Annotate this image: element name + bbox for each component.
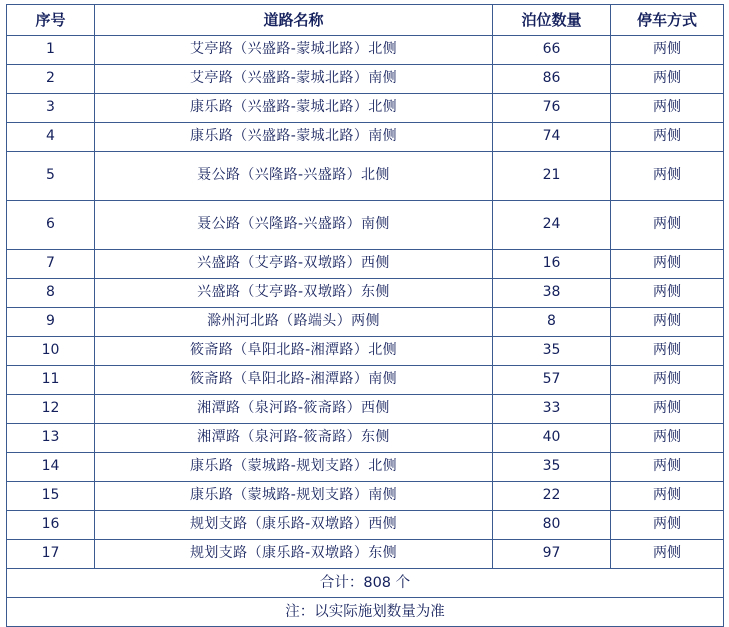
- column-header-space-count: 泊位数量: [493, 5, 611, 36]
- cell-road-name: 康乐路（兴盛路-蒙城北路）北侧: [95, 94, 493, 123]
- cell-space-count: 24: [493, 201, 611, 250]
- cell-index: 7: [7, 250, 95, 279]
- cell-parking-mode: 两侧: [611, 36, 724, 65]
- cell-index: 3: [7, 94, 95, 123]
- cell-index: 5: [7, 152, 95, 201]
- cell-parking-mode: 两侧: [611, 511, 724, 540]
- table-total-row: [7, 569, 724, 598]
- table-row: [7, 453, 724, 482]
- table-header-row: [7, 5, 724, 36]
- cell-index: 4: [7, 123, 95, 152]
- cell-road-name: 湘潭路（泉河路-筱斋路）西侧: [95, 395, 493, 424]
- column-header-road-name: 道路名称: [95, 5, 493, 36]
- cell-space-count: 22: [493, 482, 611, 511]
- cell-index: 14: [7, 453, 95, 482]
- cell-parking-mode: 两侧: [611, 540, 724, 569]
- table-row: [7, 152, 724, 201]
- cell-index: 13: [7, 424, 95, 453]
- table-row: [7, 123, 724, 152]
- cell-parking-mode: 两侧: [611, 94, 724, 123]
- cell-space-count: 35: [493, 337, 611, 366]
- table-header: [7, 5, 724, 36]
- cell-parking-mode: 两侧: [611, 152, 724, 201]
- cell-parking-mode: 两侧: [611, 250, 724, 279]
- cell-space-count: 40: [493, 424, 611, 453]
- cell-index: 12: [7, 395, 95, 424]
- cell-space-count: 80: [493, 511, 611, 540]
- table-row: [7, 279, 724, 308]
- cell-parking-mode: 两侧: [611, 395, 724, 424]
- table-row: [7, 308, 724, 337]
- cell-index: 17: [7, 540, 95, 569]
- cell-space-count: 76: [493, 94, 611, 123]
- table-row: [7, 94, 724, 123]
- cell-index: 15: [7, 482, 95, 511]
- cell-index: 2: [7, 65, 95, 94]
- note-label: 注：以实际施划数量为准: [7, 598, 724, 627]
- cell-space-count: 97: [493, 540, 611, 569]
- cell-road-name: 湘潭路（泉河路-筱斋路）东侧: [95, 424, 493, 453]
- table-row: [7, 65, 724, 94]
- column-header-parking-mode: 停车方式: [611, 5, 724, 36]
- cell-road-name: 筱斋路（阜阳北路-湘潭路）南侧: [95, 366, 493, 395]
- cell-index: 1: [7, 36, 95, 65]
- cell-road-name: 规划支路（康乐路-双墩路）东侧: [95, 540, 493, 569]
- total-label: 合计：808 个: [7, 569, 724, 598]
- table-row: [7, 540, 724, 569]
- cell-parking-mode: 两侧: [611, 308, 724, 337]
- cell-parking-mode: 两侧: [611, 337, 724, 366]
- cell-space-count: 33: [493, 395, 611, 424]
- cell-road-name: 兴盛路（艾亭路-双墩路）东侧: [95, 279, 493, 308]
- table-row: [7, 366, 724, 395]
- cell-index: 11: [7, 366, 95, 395]
- cell-space-count: 38: [493, 279, 611, 308]
- cell-space-count: 8: [493, 308, 611, 337]
- table-body: [7, 36, 724, 627]
- cell-index: 9: [7, 308, 95, 337]
- cell-space-count: 74: [493, 123, 611, 152]
- cell-parking-mode: 两侧: [611, 424, 724, 453]
- cell-road-name: 筱斋路（阜阳北路-湘潭路）北侧: [95, 337, 493, 366]
- cell-parking-mode: 两侧: [611, 279, 724, 308]
- table-note-row: [7, 598, 724, 627]
- table-row: [7, 395, 724, 424]
- cell-road-name: 规划支路（康乐路-双墩路）西侧: [95, 511, 493, 540]
- cell-index: 10: [7, 337, 95, 366]
- cell-space-count: 35: [493, 453, 611, 482]
- table-row: [7, 511, 724, 540]
- table-row: [7, 424, 724, 453]
- cell-road-name: 康乐路（蒙城路-规划支路）南侧: [95, 482, 493, 511]
- cell-index: 8: [7, 279, 95, 308]
- cell-road-name: 康乐路（蒙城路-规划支路）北侧: [95, 453, 493, 482]
- cell-parking-mode: 两侧: [611, 453, 724, 482]
- cell-road-name: 兴盛路（艾亭路-双墩路）西侧: [95, 250, 493, 279]
- cell-parking-mode: 两侧: [611, 123, 724, 152]
- cell-road-name: 聂公路（兴隆路-兴盛路）南侧: [95, 201, 493, 250]
- table-row: [7, 482, 724, 511]
- cell-space-count: 16: [493, 250, 611, 279]
- table-row: [7, 337, 724, 366]
- cell-space-count: 21: [493, 152, 611, 201]
- table-row: [7, 36, 724, 65]
- cell-road-name: 艾亭路（兴盛路-蒙城北路）南侧: [95, 65, 493, 94]
- column-header-index: 序号: [7, 5, 95, 36]
- cell-parking-mode: 两侧: [611, 201, 724, 250]
- cell-index: 16: [7, 511, 95, 540]
- cell-road-name: 艾亭路（兴盛路-蒙城北路）北侧: [95, 36, 493, 65]
- table-row: [7, 250, 724, 279]
- cell-index: 6: [7, 201, 95, 250]
- cell-road-name: 康乐路（兴盛路-蒙城北路）南侧: [95, 123, 493, 152]
- cell-space-count: 66: [493, 36, 611, 65]
- cell-road-name: 滁州河北路（路端头）两侧: [95, 308, 493, 337]
- cell-space-count: 86: [493, 65, 611, 94]
- cell-parking-mode: 两侧: [611, 366, 724, 395]
- cell-space-count: 57: [493, 366, 611, 395]
- cell-parking-mode: 两侧: [611, 65, 724, 94]
- cell-road-name: 聂公路（兴隆路-兴盛路）北侧: [95, 152, 493, 201]
- table-row: [7, 201, 724, 250]
- parking-spaces-table: [6, 4, 724, 627]
- cell-parking-mode: 两侧: [611, 482, 724, 511]
